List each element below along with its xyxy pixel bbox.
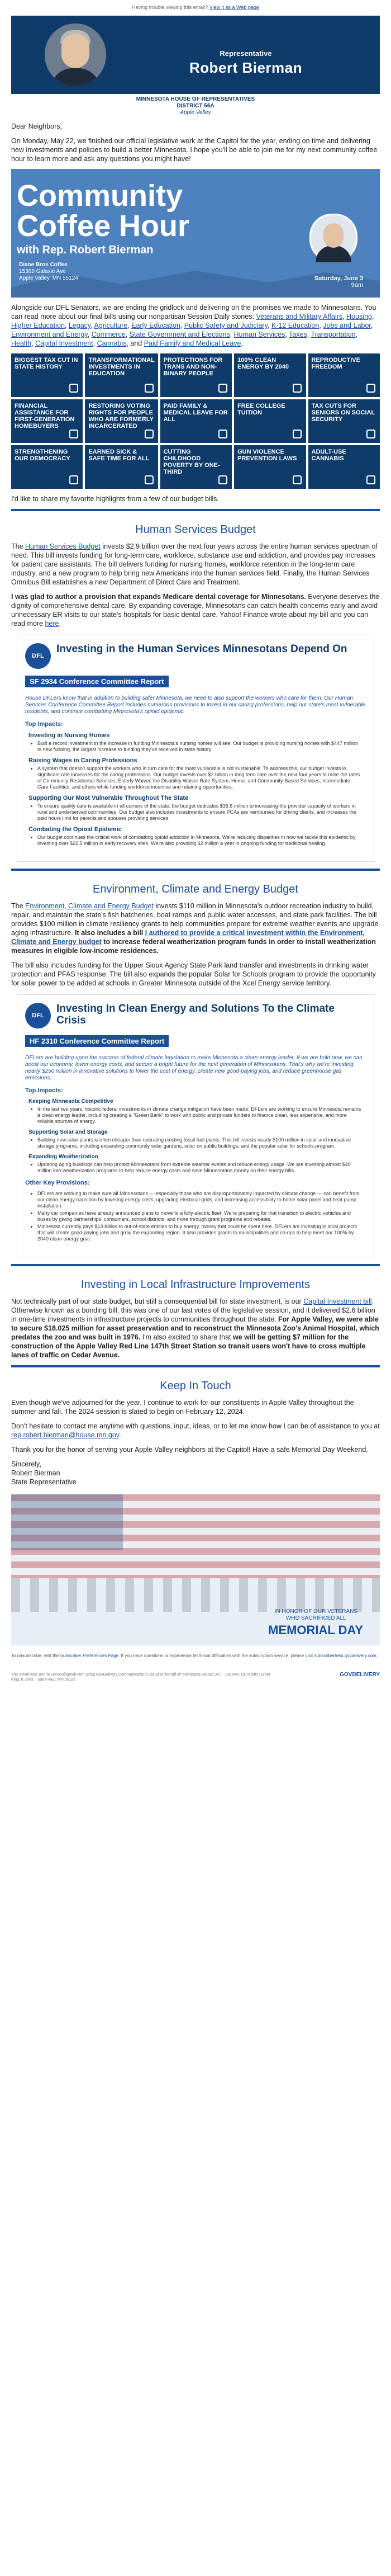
session-link[interactable]: State Government and Elections: [129, 331, 230, 338]
hero-time-text: 9am: [351, 282, 363, 289]
sign-off: Sincerely,: [11, 1460, 41, 1468]
tile-icon: [366, 384, 375, 393]
tile-icon: [293, 475, 302, 484]
card-bullet: • To ensure quality care is available in all corners of the state, the budget dedicates $36.6 million to increasing the provider capacity of workers in rural and underserved communities. Our budget also includes investments to ensure PCAs are reimbursed for driving clients, and increases the paid hours limit for parents and spouses providing services.: [37, 803, 363, 822]
hero-loc-line1: Diane Bros Coffee: [19, 262, 68, 268]
card-bullet: • Updating aging buildings can help protect Minnesotans from extreme weather events and reduce energy usage. We are investing almost $40 million into weatherization programs to help reduce energy costs and save Minnesotans money on their energy bills.: [37, 1162, 363, 1174]
env-bold-b: to increase federal weatherization program funds in order to install weatherization measures in eligible low-income residences.: [11, 938, 376, 955]
session-link[interactable]: Legacy: [68, 322, 91, 329]
card-top-impacts: Top Impacts:: [25, 721, 63, 728]
footer-text1: To unsubscribe, visit the: [11, 1653, 59, 1658]
keep-p3: Thank you for the honor of serving your Apple Valley neighbors at the Capitol! Have a safe Memorial Day Weekend.: [11, 1446, 368, 1454]
card-section: [28, 1129, 363, 1149]
view-web-link[interactable]: View it as a Web page: [209, 4, 259, 10]
hero-date-text: Saturday, June 3: [314, 275, 363, 282]
divider: [11, 1264, 380, 1266]
session-link[interactable]: Environment and Energy: [11, 331, 88, 338]
session-link[interactable]: Capital Investment: [35, 339, 93, 347]
card-section-title: Keeping Minnesota Competitive: [28, 1098, 113, 1105]
tile-label: FREE COLLEGE TUITION: [237, 403, 285, 416]
card-title: Investing in the Human Services Minnesotans Depend On: [56, 643, 347, 655]
preheader: [0, 0, 391, 12]
session-link[interactable]: Cannabis: [97, 339, 127, 347]
card-intro: House DFLers know that in addition to building safer Minnesota, we need to also support the workers who care for them. Our Human Services Conference Committee Report includes numerous provisions to invest in our caring professions, help our state's most vulnerable residents, and continue combatting Minnesota's opioid epidemic.: [25, 695, 366, 715]
card-header: [17, 995, 374, 1033]
card-intro: DFLers are building upon the success of federal climate legislation to make Minnesota a clean-energy leader. If we are bold now, we can boost our economy, lower energy costs, and secure a bright future for the next generation of Minnesotans. That's why we're investing nearly $250 million in innovative solutions to lower the cost of energy, create new good-paying jobs, and reduce greenhouse gas emissions.: [25, 1055, 363, 1081]
tile-label: BIGGEST TAX CUT IN STATE HISTORY: [15, 357, 78, 370]
footer-text3: .: [376, 1653, 378, 1658]
session-link[interactable]: Early Education: [131, 322, 180, 329]
accomplishment-tile: [160, 353, 232, 397]
sender-info: This email was sent to xxxxxx@gmail.com using GovDelivery Communications Cloud on behalf of: Minnesota House DFL · 100 Rev. Dr. Martin Luther King Jr. Blvd. · Saint Paul, MN 55155: [11, 1673, 270, 1682]
keep-p1: Even though we've adjourned for the year, I continue to work for our constituents in Apple Valley throughout the summer and fall. The 2024 session is slated to begin on February 12, 2024.: [11, 1399, 354, 1416]
tile-icon: [366, 475, 375, 484]
card-bullet: • Building new solar plants is often cheaper than operating existing fossil fuel plants. This bill invests nearly $100 million in solar and innovative storage programs, including expanding community solar gardens, solar on public buildings, and the popular solar for schools program.: [37, 1137, 363, 1149]
card-section: [28, 1098, 363, 1125]
accomplishment-tile: [11, 353, 83, 397]
tile-label: ADULT-USE CANNABIS: [311, 449, 346, 462]
tile-icon: [293, 430, 302, 438]
banner-small-title: Representative: [220, 49, 272, 58]
org-name: MINNESOTA HOUSE OF REPRESENTATIVES: [136, 96, 255, 102]
signature: [11, 1460, 380, 1487]
accomplishment-tile: [308, 445, 380, 489]
divider: [11, 869, 380, 871]
card-bullet: • In the last two years, historic federal investments in climate change mitigation have been made. DFLers are working to ensure Minnesota remains a clean energy leader, including creating a "Green Bank" to work with public and private funders to finance clean, less expensive, and more reliable sources of energy.: [37, 1106, 363, 1125]
preheader-text: Having trouble viewing this email?: [132, 4, 208, 10]
accomplishment-tile: [85, 445, 158, 489]
tile-label: STRENGTHENING OUR DEMOCRACY: [15, 449, 70, 462]
keep-in-touch-heading: Keep In Touch: [160, 1380, 231, 1392]
intro-paragraph: On Monday, May 22, we finished our official legislative work at the Capitol for the year, ending on time and delivering new investments and policies to build a better Minnesota. I hope you'll be able to join me for my next community coffee hour to learn more and ask any questions you might have!: [11, 137, 378, 163]
tile-label: 100% CLEAN ENERGY BY 2040: [237, 357, 289, 370]
card-section-title: Raising Wages in Caring Professions: [28, 757, 137, 764]
greeting: Dear Neighbors,: [11, 122, 63, 130]
city-name: Apple Valley: [180, 110, 211, 116]
tile-label: EARNED SICK & SAFE TIME FOR ALL: [88, 449, 150, 462]
environment-section: [0, 902, 391, 988]
infrastructure-heading: Investing in Local Infrastructure Improvements: [80, 1278, 311, 1291]
inf-link[interactable]: Capital Investment bill: [303, 1298, 372, 1305]
hs-here-link[interactable]: here: [45, 620, 59, 628]
session-link[interactable]: Commerce: [91, 331, 126, 338]
session-link-paid-leave[interactable]: Paid Family and Medical Leave: [144, 339, 241, 347]
hs-post: invests $2.9 billion over the next four years across the entire human services spectrum of need. This bill invests funding for long-term care, workforce, substance use and addiction, and provides pay increases for patient care assistants. The bill delivers funding for nursing homes, workforce retention in the long-term care industry, and a new program to help bring new Americans into the human services field. Finally, the Human Services Omnibus Bill establishes a new Department of Direct Care and Treatment.: [11, 542, 378, 586]
session-paragraph: [11, 303, 380, 348]
hero-line2: Coffee Hour: [17, 209, 189, 243]
session-link[interactable]: Human Services: [233, 331, 285, 338]
env-pre: The: [11, 902, 23, 910]
card-section: [28, 1191, 363, 1242]
email-link[interactable]: rep.robert.bierman@house.mn.gov: [11, 1431, 120, 1439]
hs-link[interactable]: Human Services Budget: [25, 542, 101, 550]
human-services-card: [17, 635, 374, 862]
accomplishment-tile: [308, 399, 380, 443]
banner-name: Robert Bierman: [189, 59, 303, 76]
accomplishment-tile: [308, 353, 380, 397]
highlights-text: I'd like to share my favorite highlights from a few of our budget bills.: [11, 495, 220, 503]
subhead: [0, 96, 391, 116]
dfl-seal-icon: DFL: [25, 1003, 51, 1028]
subscriber-help-link[interactable]: subscriberhelp.govdelivery.com: [314, 1653, 376, 1658]
tile-label: RESTORING VOTING RIGHTS FOR PEOPLE WHO ARE FORMERLY INCARCERATED: [88, 403, 154, 430]
accomplishment-tile: [234, 445, 306, 489]
hero-loc-line3: Apple Valley, MN 55124: [19, 275, 78, 281]
intro-section: [0, 122, 391, 163]
card-other-provisions: Other Key Provisions:: [25, 1180, 90, 1186]
tile-label: TRANSFORMATIONAL INVESTMENTS IN EDUCATION: [88, 357, 155, 377]
card-bullet: • Minnesota currently pays $13 billion to out-of-state entities to buy energy, money that could be spent here. DFLers are investing in local projects that will create good-paying jobs and grow the expanding region. It also provides grants to municipalities and co-ops to help meet our 100% by 2040 clean energy goal.: [37, 1224, 363, 1242]
accomplishment-tile: [234, 399, 306, 443]
tile-icon: [293, 384, 302, 393]
tile-label: FINANCIAL ASSISTANCE FOR FIRST-GENERATION HOMEBUYERS: [15, 403, 75, 430]
tile-label: GUN VIOLENCE PREVENTION LAWS: [237, 449, 297, 462]
card-section-title: Supporting Our Most Vulnerable Throughout The State: [28, 795, 189, 801]
inf-bold: For Apple Valley, we were able to secure $18.025 million for asset preservation and to reconstruct the Minnesota Zoo's Animal Hospital, which predates the zoo and was built in 1976.: [11, 1315, 379, 1341]
accomplishment-tile: [85, 353, 158, 397]
accomplishment-tile: [85, 399, 158, 443]
tile-icon: [69, 430, 78, 438]
tile-icon: [69, 384, 78, 393]
env-link[interactable]: Environment, Climate and Energy Budget: [25, 902, 154, 910]
tile-icon: [145, 384, 154, 393]
human-services-p1: [11, 542, 380, 587]
card-section-title: Supporting Solar and Storage: [28, 1129, 108, 1135]
sender-footer: [11, 1672, 380, 1682]
session-text: Alongside our DFL Senators, we are ending the gridlock and delivering on the promises we made to Minnesotans. You can read more about our final bills using our nonpartisan Session Daily stories:: [11, 304, 376, 320]
hs-rest: Everyone deserves the dignity of comprehensive dental care. By expanding coverage, Minnesotans can catch health concerns early and avoid unnecessary ER visits to our state's hospitals for basic dental care. Yahoo! Finance wrote about my bill and you can read more: [11, 593, 380, 628]
environment-p2: The bill also includes funding for the Upper Sioux Agency State Park land transfer and investments in drinking water protection and PFAS response. The bill also expands the popular Solar for Schools program to provide the opportunity for solar power to be added at schools in Greater Minnesota outside of the Xcel Energy service territory.: [11, 961, 376, 987]
memorial-tagline: [275, 1608, 357, 1622]
divider: [11, 1365, 380, 1367]
memorial-title: MEMORIAL DAY: [268, 1623, 363, 1637]
tile-icon: [69, 475, 78, 484]
infrastructure-section: [0, 1297, 391, 1360]
tile-icon: [218, 475, 227, 484]
environment-heading: Environment, Climate and Energy Budget: [93, 883, 298, 895]
card-bullet: • Our budget continues the critical work of combatting opioid addiction in Minnesota. We're reducing disparities in how we tackle this epidemic by investing over $22.5 million in early recovery sites. We're also providing $2 million a year in ongoing funding for traditional healing.: [37, 834, 363, 847]
session-link[interactable]: Taxes: [289, 331, 307, 338]
tile-label: PAID FAMILY & MEDICAL LEAVE FOR ALL: [163, 403, 228, 423]
infrastructure-p1: [11, 1297, 380, 1360]
footer-text2: . If you have questions or experience technical difficulties with the subscription service, please visit: [118, 1653, 313, 1658]
signature-name: Robert Bierman: [11, 1469, 60, 1477]
inf-mid: . Otherwise known as a bonding bill, this was one of our last votes of the legislative session, and it delivered $2.6 billion in one-time investments in infrastructure projects to communities throughout the state.: [11, 1298, 375, 1323]
divider: [11, 509, 380, 511]
tile-icon: [366, 430, 375, 438]
tile-label: REPRODUCTIVE FREEDOM: [311, 357, 360, 370]
tile-label: PROTECTIONS FOR TRANS AND NON-BINARY PEOPLE: [163, 357, 223, 377]
tile-icon: [218, 430, 227, 438]
tile-label: CUTTING CHILDHOOD POVERTY BY ONE-THIRD: [163, 449, 220, 475]
session-section: [0, 303, 391, 348]
session-link[interactable]: Public Safety and Judiciary: [184, 322, 268, 329]
card-section: [28, 795, 363, 822]
card-report-bar: HF 2310 Conference Committee Report: [25, 1035, 169, 1047]
card-section: [28, 732, 363, 753]
tile-icon: [218, 384, 227, 393]
session-link[interactable]: Agriculture: [94, 322, 128, 329]
card-section: [28, 826, 363, 847]
inf-tail: I'm also excited to share that: [142, 1333, 231, 1341]
tile-icon: [145, 430, 154, 438]
keep-in-touch-section: [0, 1398, 391, 1487]
env-bold-a: It also includes a bill: [74, 929, 144, 937]
accomplishments-grid: [11, 353, 380, 489]
session-link[interactable]: Veterans and Military Affairs: [256, 313, 343, 320]
unsubscribe-footer: [11, 1653, 380, 1659]
memorial-line2: WHO SACRIFICED ALL: [285, 1615, 346, 1621]
inf-pre: Not technically part of our state budget, but still a consequential bill for state investment, is our: [11, 1298, 302, 1305]
card-section-title: Investing in Nursing Homes: [28, 732, 110, 739]
card-header: [17, 635, 374, 673]
govdelivery-logo: GOVDELIVERY: [340, 1672, 380, 1678]
header-banner: [11, 16, 380, 94]
card-bullet: • A system that doesn't support the workers who in turn care for the most vulnerable is not sustainable. To address this, our budget invests in significant rate increases for the caring professions. Our budget invests over $2 billion in long term care over the next four years to raise the rates of Community Residential Services, Elderly Waiver, the Disability Waiver Rate System, Home- and Community-Based Services, Intermediate Care Facilities, and others while funding workforce incentive and retaining opportunities.: [37, 766, 363, 790]
session-link[interactable]: Housing: [346, 313, 372, 320]
session-and: and: [130, 339, 142, 347]
accomplishment-tile: [11, 399, 83, 443]
hero-date: [314, 275, 363, 289]
card-section: [28, 757, 363, 790]
hs-pre: The: [11, 542, 23, 550]
accomplishment-tile: [234, 353, 306, 397]
session-end: .: [241, 339, 243, 347]
human-services-heading: Human Services Budget: [135, 523, 256, 536]
environment-card: [17, 994, 374, 1257]
memorial-day-graphic: [11, 1494, 380, 1645]
keep-p2-text: Don't hesitate to contact me anytime with questions, input, ideas, or to let me know how I can be of assistance to you at: [11, 1422, 380, 1430]
card-bullet: • Many car companies have already announced plans to move to a fully electric fleet. We're preparing for that transition to electric vehicles and buses by giving partnerships, consumers, school districts, and more through grant programs and rebates.: [37, 1210, 363, 1223]
card-bullet: • DFLers are working to make sure all Minnesotans — especially those who are disproportionately impacted by climate change — can benefit from our clean energy transition by lowering energy costs, upgrading electrical grids, and increasing accessibility to home solar panel and heat pump installation.: [37, 1191, 363, 1209]
hs-end: .: [59, 620, 61, 628]
card-report-bar: SF 2934 Conference Committee Report: [25, 676, 169, 687]
coffee-hour-graphic: [11, 169, 380, 298]
memorial-line1: IN HONOR OF OUR VETERANS: [274, 1608, 357, 1615]
subscriber-preferences-link[interactable]: Subscriber Preferences Page: [60, 1653, 119, 1658]
hs-bold: I was glad to author a provision that expands Medicare dental coverage for Minnesotans.: [11, 593, 306, 601]
tile-icon: [145, 475, 154, 484]
keep-p2: [11, 1422, 380, 1440]
tile-label: TAX CUTS FOR SENIORS ON SOCIAL SECURITY: [311, 403, 375, 423]
accomplishment-tile: [11, 445, 83, 489]
accomplishment-tile: [160, 445, 232, 489]
env-link2[interactable]: I authored to provide a critical investment within the Environment, Climate and Energy budget: [11, 929, 365, 946]
environment-p1: [11, 902, 380, 955]
card-section: [28, 1154, 363, 1174]
human-services-section: [0, 542, 391, 628]
hero-photo: [309, 214, 357, 262]
hero-loc-line2: 15365 Galaxie Ave: [19, 268, 66, 275]
session-link[interactable]: Jobs and Labor: [323, 322, 371, 329]
card-section-title: Combating the Opioid Epidemic: [28, 826, 122, 833]
card-top-impacts: Top Impacts:: [25, 1087, 63, 1094]
session-link[interactable]: K-12 Education: [271, 322, 320, 329]
accomplishment-tile: [160, 399, 232, 443]
hero-subtitle: with Rep. Robert Bierman: [17, 244, 154, 256]
hero-location: [19, 262, 78, 282]
session-link[interactable]: Higher Education: [11, 322, 65, 329]
card-section-title: Expanding Weatherization: [28, 1154, 98, 1160]
keep-p2-end: .: [119, 1431, 121, 1439]
district-name: DISTRICT 56A: [177, 103, 214, 109]
signature-title: State Representative: [11, 1478, 77, 1486]
human-services-p2: [11, 592, 380, 628]
card-bullet: • Built a record investment in the increase in funding Minnesota's nursing homes will see. Our budget is providing nursing homes with $447 million in new funding, the largest increase to funding they've received in state history.: [37, 740, 363, 753]
session-links: Veterans and Military Affairs, Housing, Higher Education, Legacy, Agriculture, Early Education, Public Safety and Judiciary, K-12 Education, Jobs and Labor, Environment and Energy, Commerce, State Government and Elections, Human Services, Taxes, Transportation, Health, Capital Investment, Cannabis,: [11, 313, 374, 347]
env-post: invests $110 million in Minnesota's outdoor recreation industry to build, repair, and maintain the state's fish hatcheries, boat ramps and public water accesses, and state park facilities. The bill provides $100 million in climate resiliency grants to help communities prepare for extreme weather events and upgrade aging infrastructure.: [11, 902, 379, 937]
hero-line1: Community: [17, 179, 183, 213]
dfl-seal-icon: DFL: [25, 643, 51, 669]
highlights-intro: [0, 494, 391, 503]
card-title: Investing In Clean Energy and Solutions To the Climate Crisis: [56, 1003, 335, 1026]
session-link[interactable]: Health: [11, 339, 32, 347]
session-link[interactable]: Transportation: [311, 331, 356, 338]
inf-bold2: we will be getting $7 million for the construction of the Apple Valley Red Line 147th Street Station so transit users won't have to cross multiple lanes of traffic on Cedar Avenue.: [11, 1333, 366, 1359]
